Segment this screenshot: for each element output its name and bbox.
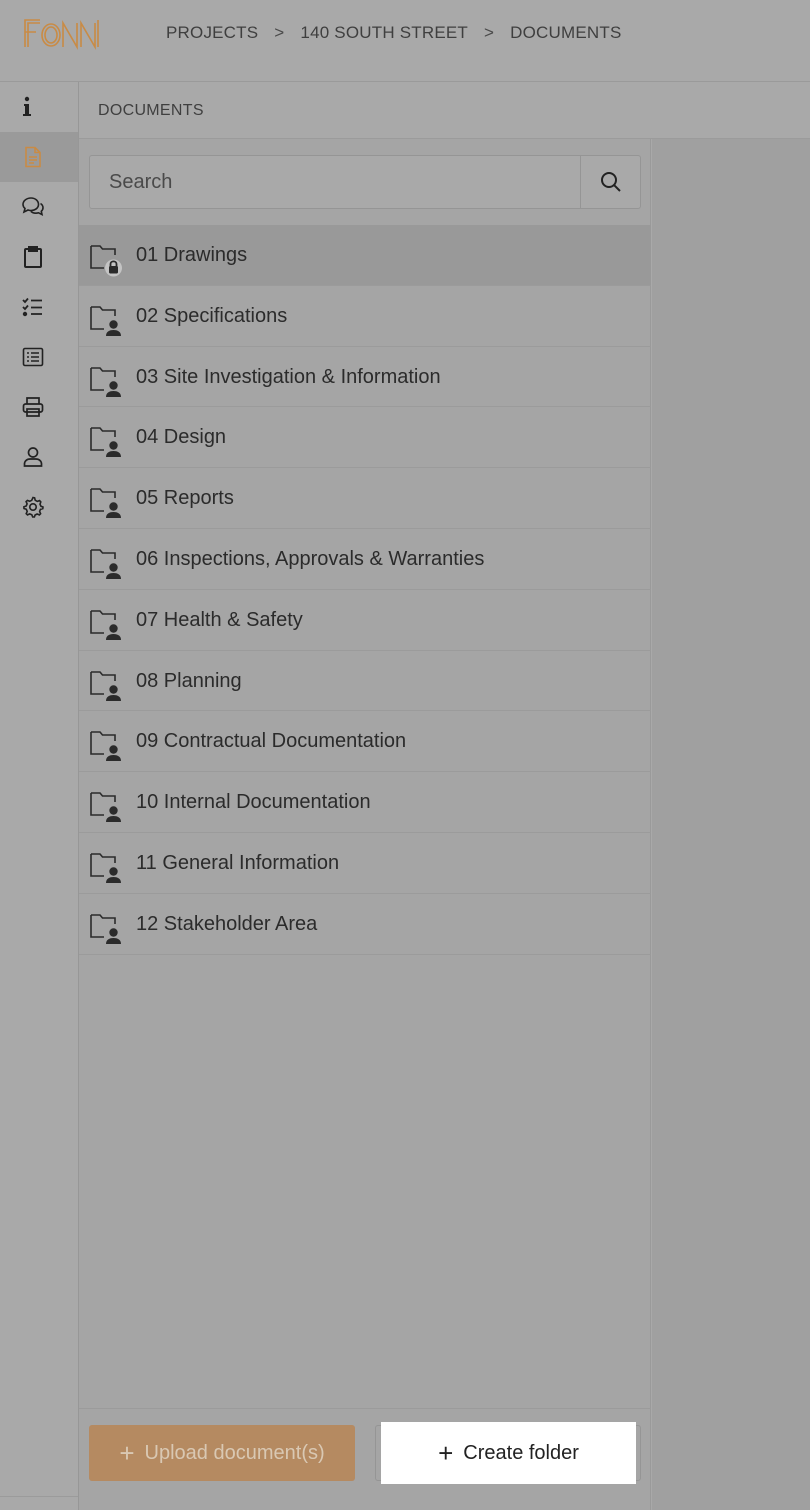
search-icon [599,170,623,194]
document-icon [21,145,45,169]
folder-label: 04 Design [136,426,227,449]
folder-label: 03 Site Investigation & Information [136,365,441,388]
folder-label: 01 Drawings [136,244,248,266]
rail-item-users[interactable] [0,432,78,482]
document-preview-area [652,139,810,1510]
breadcrumb [166,22,622,44]
folder-row[interactable] [79,529,651,590]
rail-item-documents[interactable] [0,132,78,182]
folder-user-icon [88,423,124,459]
list-icon [21,345,45,369]
folder-row[interactable] [79,833,651,894]
folder-label: 06 Inspections, Approvals & Warranties [136,547,485,570]
rail-item-settings[interactable] [0,482,78,532]
checklist-icon [21,295,45,319]
info-icon [21,95,45,119]
chat-icon [21,195,45,219]
breadcrumb-projects[interactable]: PROJECTS [166,23,259,42]
upload-documents-button[interactable] [89,1425,355,1481]
folder-row[interactable] [79,894,651,955]
folder-user-icon [88,484,124,520]
folder-list [79,225,651,955]
search-box [89,155,641,209]
rail-item-info[interactable] [0,82,78,132]
documents-panel-header [79,82,810,139]
folder-row[interactable] [79,590,651,651]
create-folder-button[interactable] [381,1422,636,1484]
folder-label: 02 Specifications [136,304,288,327]
footer-divider [79,1408,651,1409]
folder-row[interactable] [79,407,651,468]
folder-row[interactable] [79,651,651,712]
rail-item-tasks[interactable] [0,282,78,332]
breadcrumb-separator: > [484,23,495,42]
gear-icon [21,495,45,519]
search-button[interactable] [580,156,640,208]
breadcrumb-separator: > [274,23,285,42]
folder-user-icon [88,302,124,338]
plus-icon: + [438,1438,454,1468]
clipboard-icon [21,245,45,269]
rail-item-chat[interactable] [0,182,78,232]
folder-label: 12 Stakeholder Area [136,912,318,935]
plus-icon: + [119,1438,135,1468]
folder-user-icon [88,667,124,703]
breadcrumb-documents[interactable]: DOCUMENTS [510,23,622,42]
rail-item-print[interactable] [0,382,78,432]
folder-row[interactable] [79,468,651,529]
user-icon [21,445,45,469]
folder-lock-icon [88,241,124,277]
fonn-logo[interactable] [22,16,108,50]
folder-row[interactable] [79,225,651,286]
folder-label: 10 Internal Documentation [136,791,371,814]
top-bar [0,0,810,82]
search-input[interactable] [90,156,580,208]
folder-row[interactable] [79,711,651,772]
folder-user-icon [88,910,124,946]
folder-label: 09 Contractual Documentation [136,730,407,753]
folder-row[interactable] [79,347,651,408]
folder-label: 08 Planning [136,669,242,692]
folder-label: 11 General Information [136,851,340,874]
upload-documents-label: Upload document(s) [144,1441,325,1464]
folder-user-icon [88,363,124,399]
folder-user-icon [88,545,124,581]
rail-item-list[interactable] [0,332,78,382]
page-title: DOCUMENTS [98,102,204,119]
folder-user-icon [88,788,124,824]
folder-row[interactable] [79,772,651,833]
breadcrumb-project[interactable]: 140 SOUTH STREET [300,23,468,42]
folder-user-icon [88,849,124,885]
folder-user-icon [88,606,124,642]
folder-row[interactable] [79,286,651,347]
folder-label: 07 Health & Safety [136,608,303,631]
rail-item-clipboard[interactable] [0,232,78,282]
printer-icon [21,395,45,419]
folder-user-icon [88,727,124,763]
side-nav-rail [0,82,79,1510]
folder-label: 05 Reports [136,487,234,510]
rail-divider [0,1496,78,1497]
create-folder-label: Create folder [463,1441,579,1464]
